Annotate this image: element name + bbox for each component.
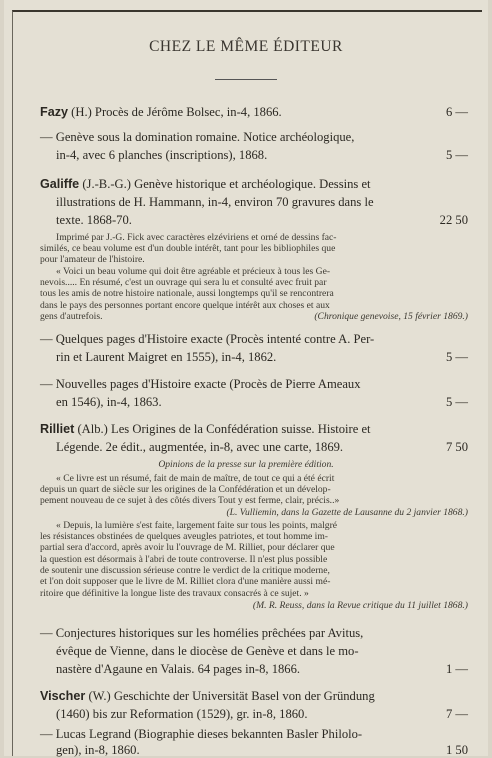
entry-line: texte. 1868-70.: [56, 213, 132, 227]
entry-price: 5 —: [445, 148, 468, 162]
entry-price: 7 —: [445, 707, 468, 721]
entry-price: 1 50: [445, 743, 468, 757]
note-line: pement nouveau de ce sujet à des côtés divers Tout y est ferme, clair, précis..»: [40, 495, 340, 506]
note-line: Imprimé par J.-G. Fick avec caractères elzéviriens et orné de dessins fac-: [56, 232, 337, 243]
author-name: Fazy: [40, 105, 68, 119]
note-line: de soutenir une discussion sérieuse contre le verdict de la critique moderne,: [40, 565, 330, 576]
opinions-heading: Opinions de la presse sur la première édition.: [158, 459, 334, 470]
note-source: (Chronique genevoise, 15 février 1869.): [314, 311, 468, 322]
entry-price: 22 50: [439, 213, 468, 227]
entry-line: nastère d'Agaune en Valais. 64 pages in-8, 1866.: [56, 662, 301, 676]
note-line: dans le pays des personnes portant encore quelque intérêt aux choses et aux: [40, 300, 330, 311]
author-name: Vischer: [40, 689, 86, 703]
note-line: pour l'amateur de l'histoire.: [40, 254, 145, 265]
entry-price: 5 —: [445, 350, 468, 364]
note-line: les résistances obstinées de quelques aveugles patriotes, et tout homme im-: [40, 531, 329, 542]
entry-line: — Conjectures historiques sur les homélies prêchées par Avitus,: [40, 626, 364, 640]
entry-line: (1460) bis zur Reformation (1529), gr. in-8, 1860.: [56, 707, 308, 721]
note-line: et l'on doit supposer que le livre de M. Rilliet clora d'une manière aussi mé-: [40, 576, 331, 587]
note-line: « Ce livre est un résumé, fait de main de maître, de tout ce qui a été écrit: [56, 473, 335, 484]
note-line: « Depuis, la lumière s'est faite, largement faite sur tous les points, malgré: [56, 520, 338, 531]
entry-line: illustrations de H. Hammann, in-4, environ 70 gravures dans le: [56, 195, 374, 209]
note-source: (M. R. Reuss, dans la Revue critique du 11 juillet 1868.): [252, 600, 468, 611]
entry-price: 1 —: [445, 662, 468, 676]
entry-line: Galiffe (J.-B.-G.) Genève historique et archéologique. Dessins et: [40, 177, 371, 191]
note-line: similés, ce beau volume est d'un double intérêt, tant pour les bibliophiles que: [40, 243, 336, 254]
entry-line: Vischer (W.) Geschichte der Universität Basel von der Gründung: [40, 689, 375, 703]
note-line: depuis un quart de siècle sur les origines de la Confédération et un dévelop-: [40, 484, 331, 495]
note-line: ritoire que définitive la longue liste des travaux consacrés à ce sujet. »: [40, 588, 309, 599]
entry-price: 5 —: [445, 395, 468, 409]
note-line: nevois..... En résumé, c'est un ouvrage qui sera lu et consulté avec fruit par: [40, 277, 327, 288]
entry-line: rin et Laurent Maigret en 1555), in-4, 1862.: [56, 350, 277, 364]
title-rule: [215, 79, 277, 80]
note-source: (L. Vulliemin, dans la Gazette de Lausanne du 2 janvier 1868.): [226, 507, 468, 518]
entry-line: — Nouvelles pages d'Histoire exacte (Procès de Pierre Ameaux: [40, 377, 361, 391]
entry-line: — Lucas Legrand (Biographie dieses bekannten Basler Philolo-: [40, 727, 363, 741]
note-line: « Voici un beau volume qui doit être agréable et précieux à tous les Ge-: [56, 266, 331, 277]
note-line: gens d'autrefois.: [40, 311, 103, 322]
entry-line: en 1546), in-4, 1863.: [56, 395, 162, 409]
entry-line: Fazy (H.) Procès de Jérôme Bolsec, in-4, 1866.: [40, 105, 282, 119]
author-name: Rilliet: [40, 422, 75, 436]
entry-line: évêque de Vienne, dans le diocèse de Genève et dans le mo-: [56, 644, 359, 658]
entry-line: in-4, avec 6 planches (inscriptions), 1868.: [56, 148, 268, 162]
page-title: CHEZ LE MÊME ÉDITEUR: [149, 38, 343, 55]
note-line: la question est désormais à l'abri de toute controverse. Il n'est plus possible: [40, 554, 328, 565]
catalog-page: [4, 0, 488, 756]
note-line: partial sera d'accord, après avoir lu l'ouvrage de M. Rilliet, pour déclarer que: [40, 542, 335, 553]
author-name: Galiffe: [40, 177, 80, 191]
entry-line: Légende. 2e édit., augmentée, in-8, avec une carte, 1869.: [56, 440, 344, 454]
entry-line: — Genève sous la domination romaine. Notice archéologique,: [40, 130, 355, 144]
note-line: tous les amis de notre histoire nationale, aussi longtemps qu'il se rencontrera: [40, 288, 334, 299]
entry-line: gen), in-8, 1860.: [56, 743, 140, 757]
entry-price: 6 —: [445, 105, 468, 119]
entry-line: — Quelques pages d'Histoire exacte (Procès intenté contre A. Per-: [40, 332, 375, 346]
entry-line: Rilliet (Alb.) Les Origines de la Confédération suisse. Histoire et: [40, 422, 371, 436]
entry-price: 7 50: [445, 440, 468, 454]
